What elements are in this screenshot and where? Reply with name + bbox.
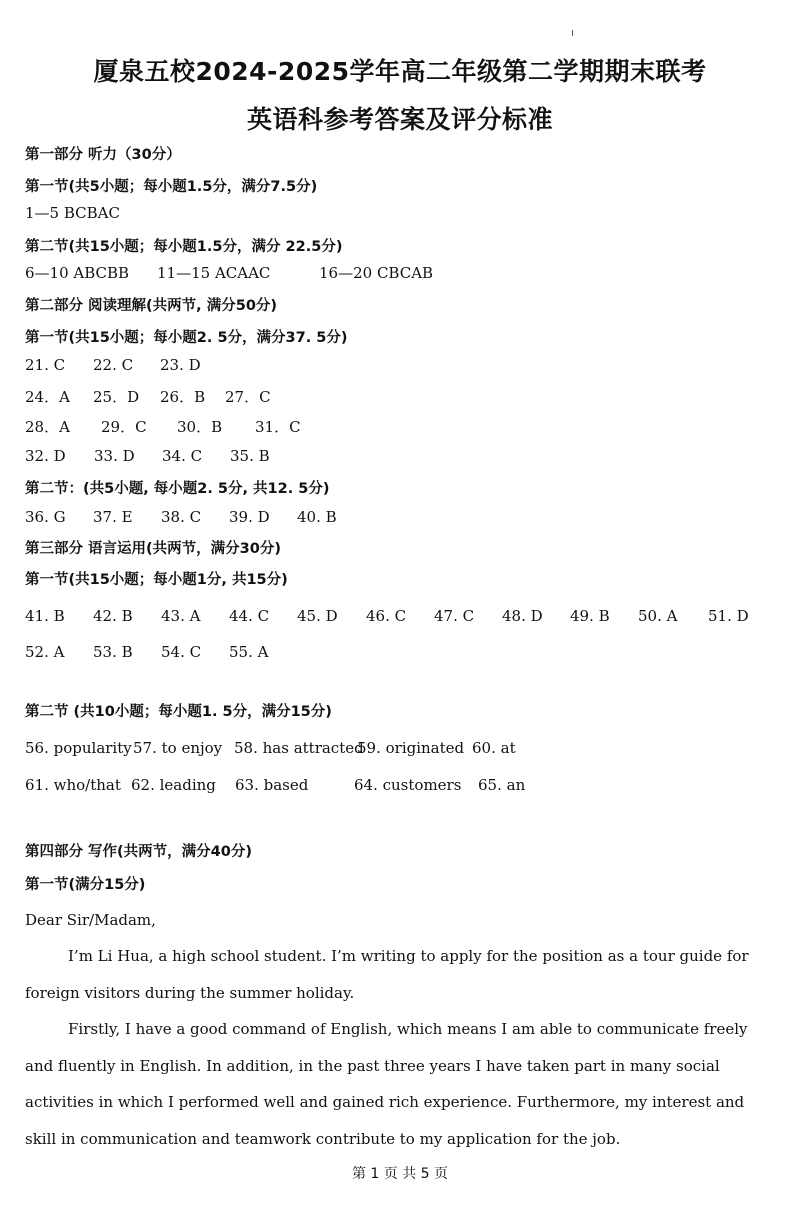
answer-item: 49. B: [570, 607, 610, 625]
answer-group: 6—10 ABCBB: [25, 264, 130, 282]
page-number: 第 1 页 共 5 页: [351, 1166, 449, 1182]
part1-sec1-answers: 1—5 BCBAC: [25, 204, 120, 222]
answer-item: 54. C: [161, 643, 202, 661]
answer-item: 60. at: [472, 739, 516, 757]
part3-sec2-heading: 第二节 (共10小题；每小题1. 5分，满分15分): [25, 704, 332, 720]
part3-sec1-heading: 第一节(共15小题；每小题1分, 共15分): [25, 572, 288, 588]
part2-sec1-heading: 第一节(共15小题；每小题2. 5分，满分37. 5分): [25, 330, 348, 346]
part4-sec1-heading: 第一节(满分15分): [25, 877, 146, 893]
letter-paragraph-1: I’m Li Hua, a high school student. I’m writing to apply for the position as a tour guide for foreign visitors during the summer holiday.: [25, 947, 749, 1002]
answer-item: 40. B: [297, 508, 337, 526]
document-title: 厦泉五校2024-2025学年高二年级第二学期期末联考: [93, 57, 707, 86]
answer-item: 26．B: [160, 388, 206, 406]
answer-item: 33. D: [94, 447, 135, 465]
part1-heading: 第一部分 听力（30分）: [25, 147, 181, 163]
document-subtitle: 英语科参考答案及评分标准: [246, 105, 553, 134]
answer-item: 47. C: [434, 607, 475, 625]
answer-item: 37. E: [93, 508, 133, 526]
answer-item: 24．A: [25, 388, 70, 406]
part1-sec2-heading: 第二节(共15小题；每小题1.5分，满分 22.5分): [25, 239, 343, 255]
answer-item: 64. customers: [354, 776, 462, 794]
answer-item: 50. A: [638, 607, 678, 625]
part1-sec1-heading: 第一节(共5小题；每小题1.5分，满分7.5分): [25, 179, 318, 195]
answer-item: 21. C: [25, 356, 66, 374]
answer-item: 53. B: [93, 643, 133, 661]
answer-group: 11—15 ACAAC: [157, 264, 271, 282]
answer-item: 32. D: [25, 447, 66, 465]
answer-item: 25．D: [93, 388, 140, 406]
scan-mark: [572, 30, 573, 36]
answer-item: 23. D: [160, 356, 201, 374]
answer-item: 65. an: [478, 776, 526, 794]
answer-item: 38. C: [161, 508, 202, 526]
letter-paragraph: [25, 938, 770, 1011]
part3-heading: 第三部分 语言运用(共两节，满分30分): [25, 541, 281, 557]
part4-heading: 第四部分 写作(共两节，满分40分): [25, 844, 252, 860]
answer-item: 43. A: [161, 607, 201, 625]
answer-item: 55. A: [229, 643, 269, 661]
answer-item: 36. G: [25, 508, 66, 526]
answer-item: 63. based: [235, 776, 309, 794]
answer-item: 59. originated: [357, 739, 465, 757]
answer-item: 42. B: [93, 607, 133, 625]
letter-paragraph-2: Firstly, I have a good command of English, which means I am able to communicate freely and fluently in English. In addition, in the past three years I have taken part in many social activities in which I performed well and gained rich experience. Furthermore, my interest and skill in communication and teamwork contribute to my application for the job.: [25, 1020, 748, 1148]
answer-item: 41. B: [25, 607, 65, 625]
answer-item: 28．A: [25, 418, 70, 436]
answer-item: 52. A: [25, 643, 65, 661]
answer-item: 30．B: [177, 418, 223, 436]
answer-item: 62. leading: [131, 776, 216, 794]
answer-item: 27．C: [225, 388, 271, 406]
answer-item: 22. C: [93, 356, 134, 374]
answer-item: 48. D: [502, 607, 543, 625]
answer-item: 29．C: [101, 418, 147, 436]
answer-item: 44. C: [229, 607, 270, 625]
answer-item: 31．C: [255, 418, 301, 436]
answer-item: 58. has attracted: [234, 739, 364, 757]
answer-item: 34. C: [162, 447, 203, 465]
answer-item: 45. D: [297, 607, 338, 625]
answer-item: 39. D: [229, 508, 270, 526]
answer-item: 61. who/that: [25, 776, 121, 794]
answer-group: 16—20 CBCAB: [319, 264, 434, 282]
answer-item: 46. C: [366, 607, 407, 625]
letter-paragraph: [25, 1011, 770, 1157]
letter-salutation: Dear Sir/Madam,: [25, 911, 156, 929]
part2-heading: 第二部分 阅读理解(共两节, 满分50分): [25, 298, 278, 314]
part2-sec2-heading: 第二节：(共5小题, 每小题2. 5分, 共12. 5分): [25, 481, 330, 497]
answer-item: 51. D: [708, 607, 749, 625]
answer-item: 56. popularity: [25, 739, 132, 757]
answer-item: 35. B: [230, 447, 270, 465]
answer-item: 57. to enjoy: [133, 739, 223, 757]
